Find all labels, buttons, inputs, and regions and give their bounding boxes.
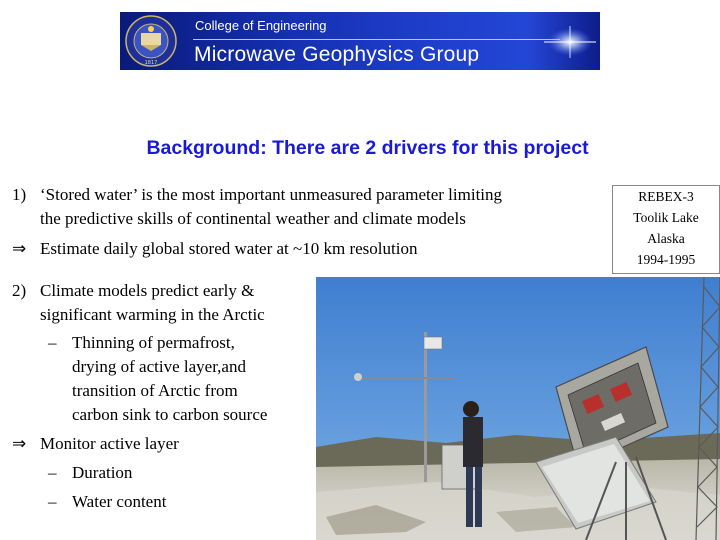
driver2-sub1-line4: carbon sink to carbon source [72,405,268,424]
driver2-sub1-line2: drying of active layer,and [72,357,246,376]
group-name: Microwave Geophysics Group [194,43,480,66]
driver2-line1: Climate models predict early & [40,281,255,300]
driver2-sub2: Duration [72,463,133,482]
driver2-sub3: Water content [72,492,167,511]
university-seal-icon [125,15,177,67]
driver1-number: 1) [12,185,27,204]
caption-experiment: REBEX-3 [638,189,694,204]
driver2-sub1-line1: Thinning of permafrost, [72,333,235,352]
driver2-line2: significant warming in the Arctic [40,305,265,324]
driver1-line2: the predictive skills of continental weather and climate models [40,209,466,228]
sub-bullet-dash: – [48,333,57,352]
seal-year: 1817 [144,60,158,66]
driver1-line1: ‘Stored water’ is the most important unmeasured parameter limiting [40,185,503,204]
implies-icon: ⇒ [12,434,27,454]
sub-bullet-dash: – [48,492,57,511]
driver2-number: 2) [12,281,27,300]
slide-heading: Background: There are 2 drivers for this project [146,137,589,159]
caption-region: Alaska [647,231,685,246]
driver2-conclusion: Monitor active layer [40,434,179,453]
driver2-sub1-line3: transition of Arctic from [72,381,238,400]
sub-bullet-dash: – [48,463,57,482]
header-banner [120,12,600,70]
sparkle-icon [540,22,600,62]
caption-site: Toolik Lake [633,210,699,225]
field-site-photo [316,277,720,540]
photo-caption [612,185,720,274]
driver1-conclusion: Estimate daily global stored water at ~10 km resolution [40,239,418,258]
banner-divider [193,39,560,40]
caption-years: 1994-1995 [636,252,696,267]
college-name: College of Engineering [195,18,327,33]
implies-icon: ⇒ [12,239,27,259]
